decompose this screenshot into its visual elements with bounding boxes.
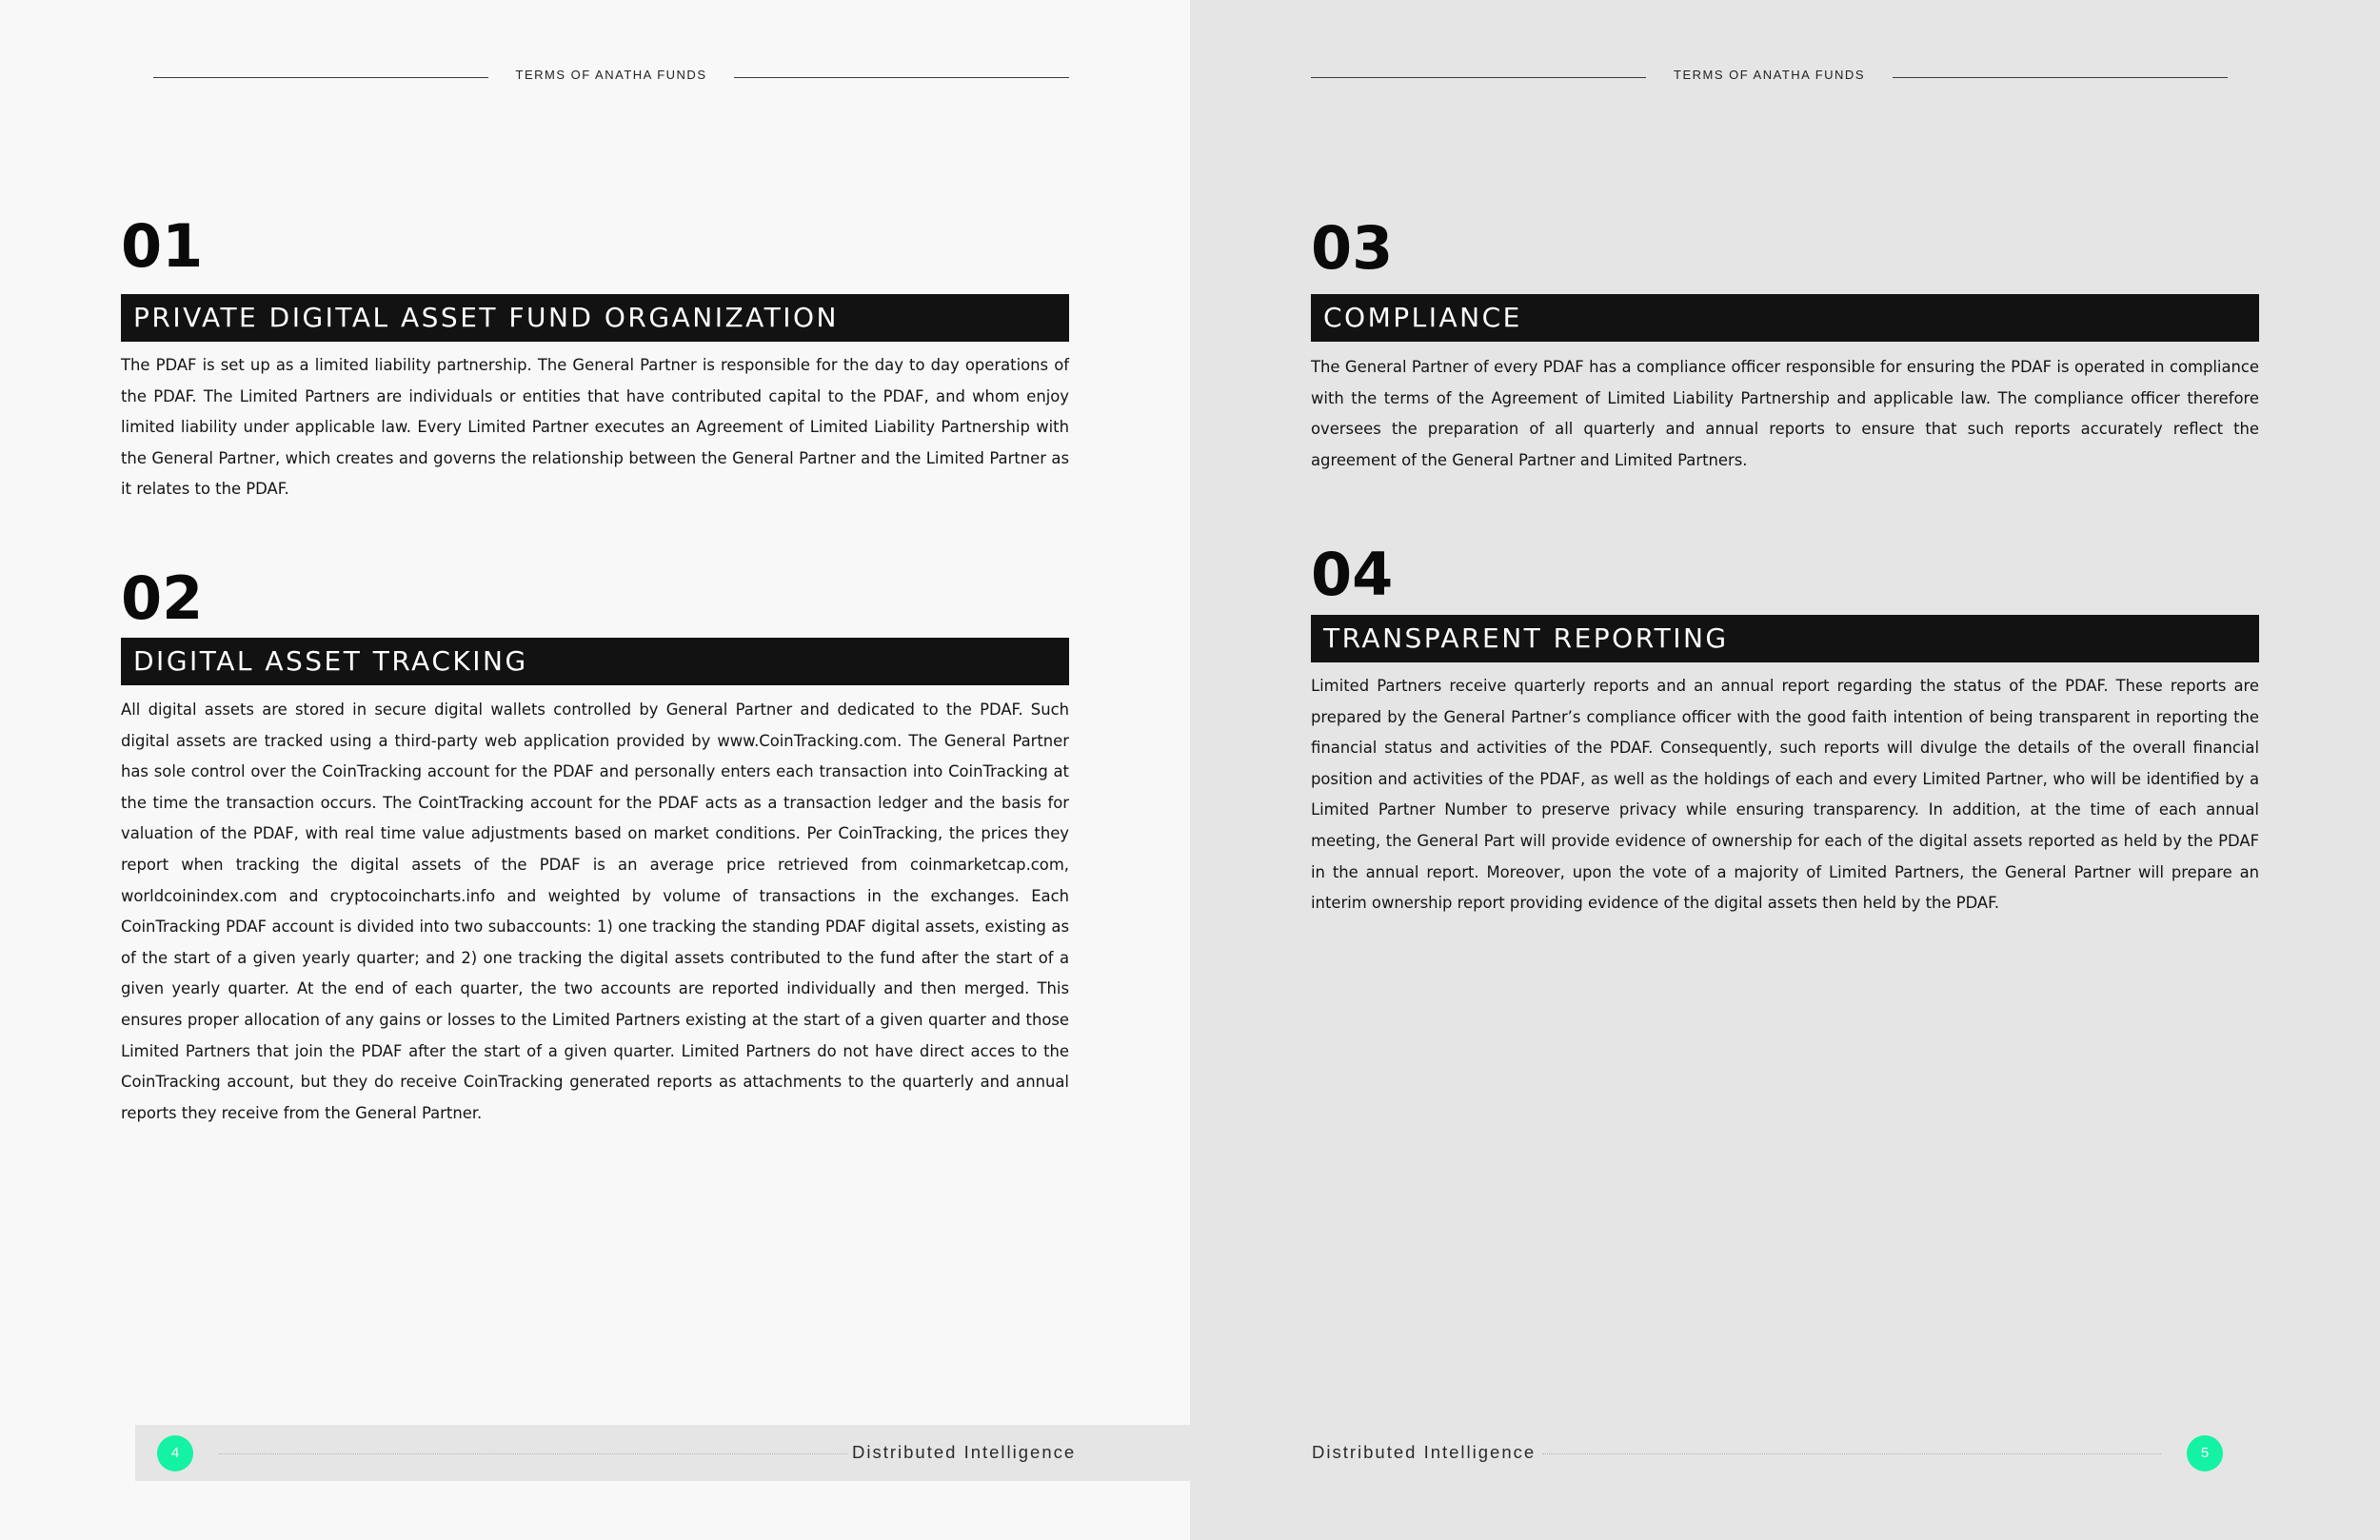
footer-text: Distributed Intelligence — [1312, 1442, 1537, 1462]
footer-dotted-rule — [1542, 1453, 2161, 1454]
header-label: TERMS OF ANATHA FUNDS — [1674, 68, 1865, 82]
header-rule-left — [1311, 77, 1646, 78]
header-rule-left — [153, 77, 488, 78]
footer-text: Distributed Intelligence — [852, 1442, 1077, 1462]
header-rule-right — [734, 77, 1069, 78]
section-title: TRANSPARENT REPORTING — [1311, 615, 2259, 662]
section-number: 01 — [121, 211, 204, 281]
section-number: 02 — [121, 563, 204, 633]
section-title: DIGITAL ASSET TRACKING — [121, 638, 1069, 685]
section-body: The General Partner of every PDAF has a compliance officer responsible for ensuring the PDAF is operated in compliance with the terms of the Agreement of Limited Liability Partnership and applicable law. The compliance officer therefore oversees the preparation of all quarterly and annual reports to ensure that such reports accurately reflect the agreement of the General Partner and Limited Partners. — [1311, 358, 2259, 469]
page-number-badge: 4 — [157, 1435, 193, 1471]
section-body: All digital assets are stored in secure digital wallets controlled by General Partner and dedicated to the PDAF. Such digital assets are tracked using a third-party web application provided by www.CoinTracking.com. The General Partner has sole control over the CoinTracking account for the PDAF and personally enters each transaction into CoinTracking at the time the transaction occurs. The CointTracking account for the PDAF acts as a transaction ledger and the basis for valuation of the PDAF, with real time value adjustments based on market conditions. Per CoinTracking, the prices they report when tracking the digital assets of the PDAF is an average price retrieved from coinmarketcap.com, worldcoinindex.com and cryptocoincharts.info and weighted by volume of transactions in the exchanges. Each CoinTracking PDAF account is divided into two subaccounts: 1) one tracking the standing PDAF digital assets, existing as of the start of a given yearly quarter; and 2) one tracking the digital assets contributed to the fund after the start of a given yearly quarter. At the end of each quarter, the two accounts are reported individually and then merged. This ensures proper allocation of any gains or losses to the Limited Partners existing at the start of a given quarter and those Limited Partners that join the PDAF after the start of a given quarter. Limited Partners do not have direct acces to the CoinTracking account, but they do receive CoinTracking generated reports as attachments to the quarterly and annual reports they receive from the General Partner. — [121, 701, 1069, 1122]
footer-dotted-rule — [219, 1453, 847, 1454]
section-title: PRIVATE DIGITAL ASSET FUND ORGANIZATION — [121, 294, 1069, 342]
section-title: COMPLIANCE — [1311, 294, 2259, 342]
section-number: 03 — [1311, 213, 1394, 283]
section-body: The PDAF is set up as a limited liability partnership. The General Partner is responsible for the day to day operations of the PDAF. The Limited Partners are individuals or entities that have contributed capital to the PDAF, and whom enjoy limited liability under applicable law. Every Limited Partner executes an Agreement of Limited Liability Partnership with the General Partner, which creates and governs the relationship between the General Partner and the Limited Partner as it relates to the PDAF. — [121, 356, 1069, 499]
header-label: TERMS OF ANATHA FUNDS — [515, 68, 707, 82]
header-rule-right — [1893, 77, 2228, 78]
right-page — [1190, 0, 2380, 1540]
page-header — [1190, 65, 2380, 93]
section-number: 04 — [1311, 540, 1394, 609]
page-number-badge: 5 — [2187, 1435, 2223, 1471]
section-body: Limited Partners receive quarterly reports and an annual report regarding the status of the PDAF. These reports are prepared by the General Partner’s compliance officer with the good faith intention of being transparent in reporting the financial status and activities of the PDAF. Consequently, such reports will divulge the details of the overall financial position and activities of the PDAF, as well as the holdings of each and every Limited Partner, who will be identified by a Limited Partner Number to preserve privacy while ensuring transparency. In addition, at the time of each annual meeting, the General Part will provide evidence of ownership for each of the digital assets reported as held by the PDAF in the annual report. Moreover, upon the vote of a majority of Limited Partners, the General Partner will prepare an interim ownership report providing evidence of the digital assets then held by the PDAF. — [1311, 677, 2259, 913]
page-header — [0, 65, 1190, 93]
